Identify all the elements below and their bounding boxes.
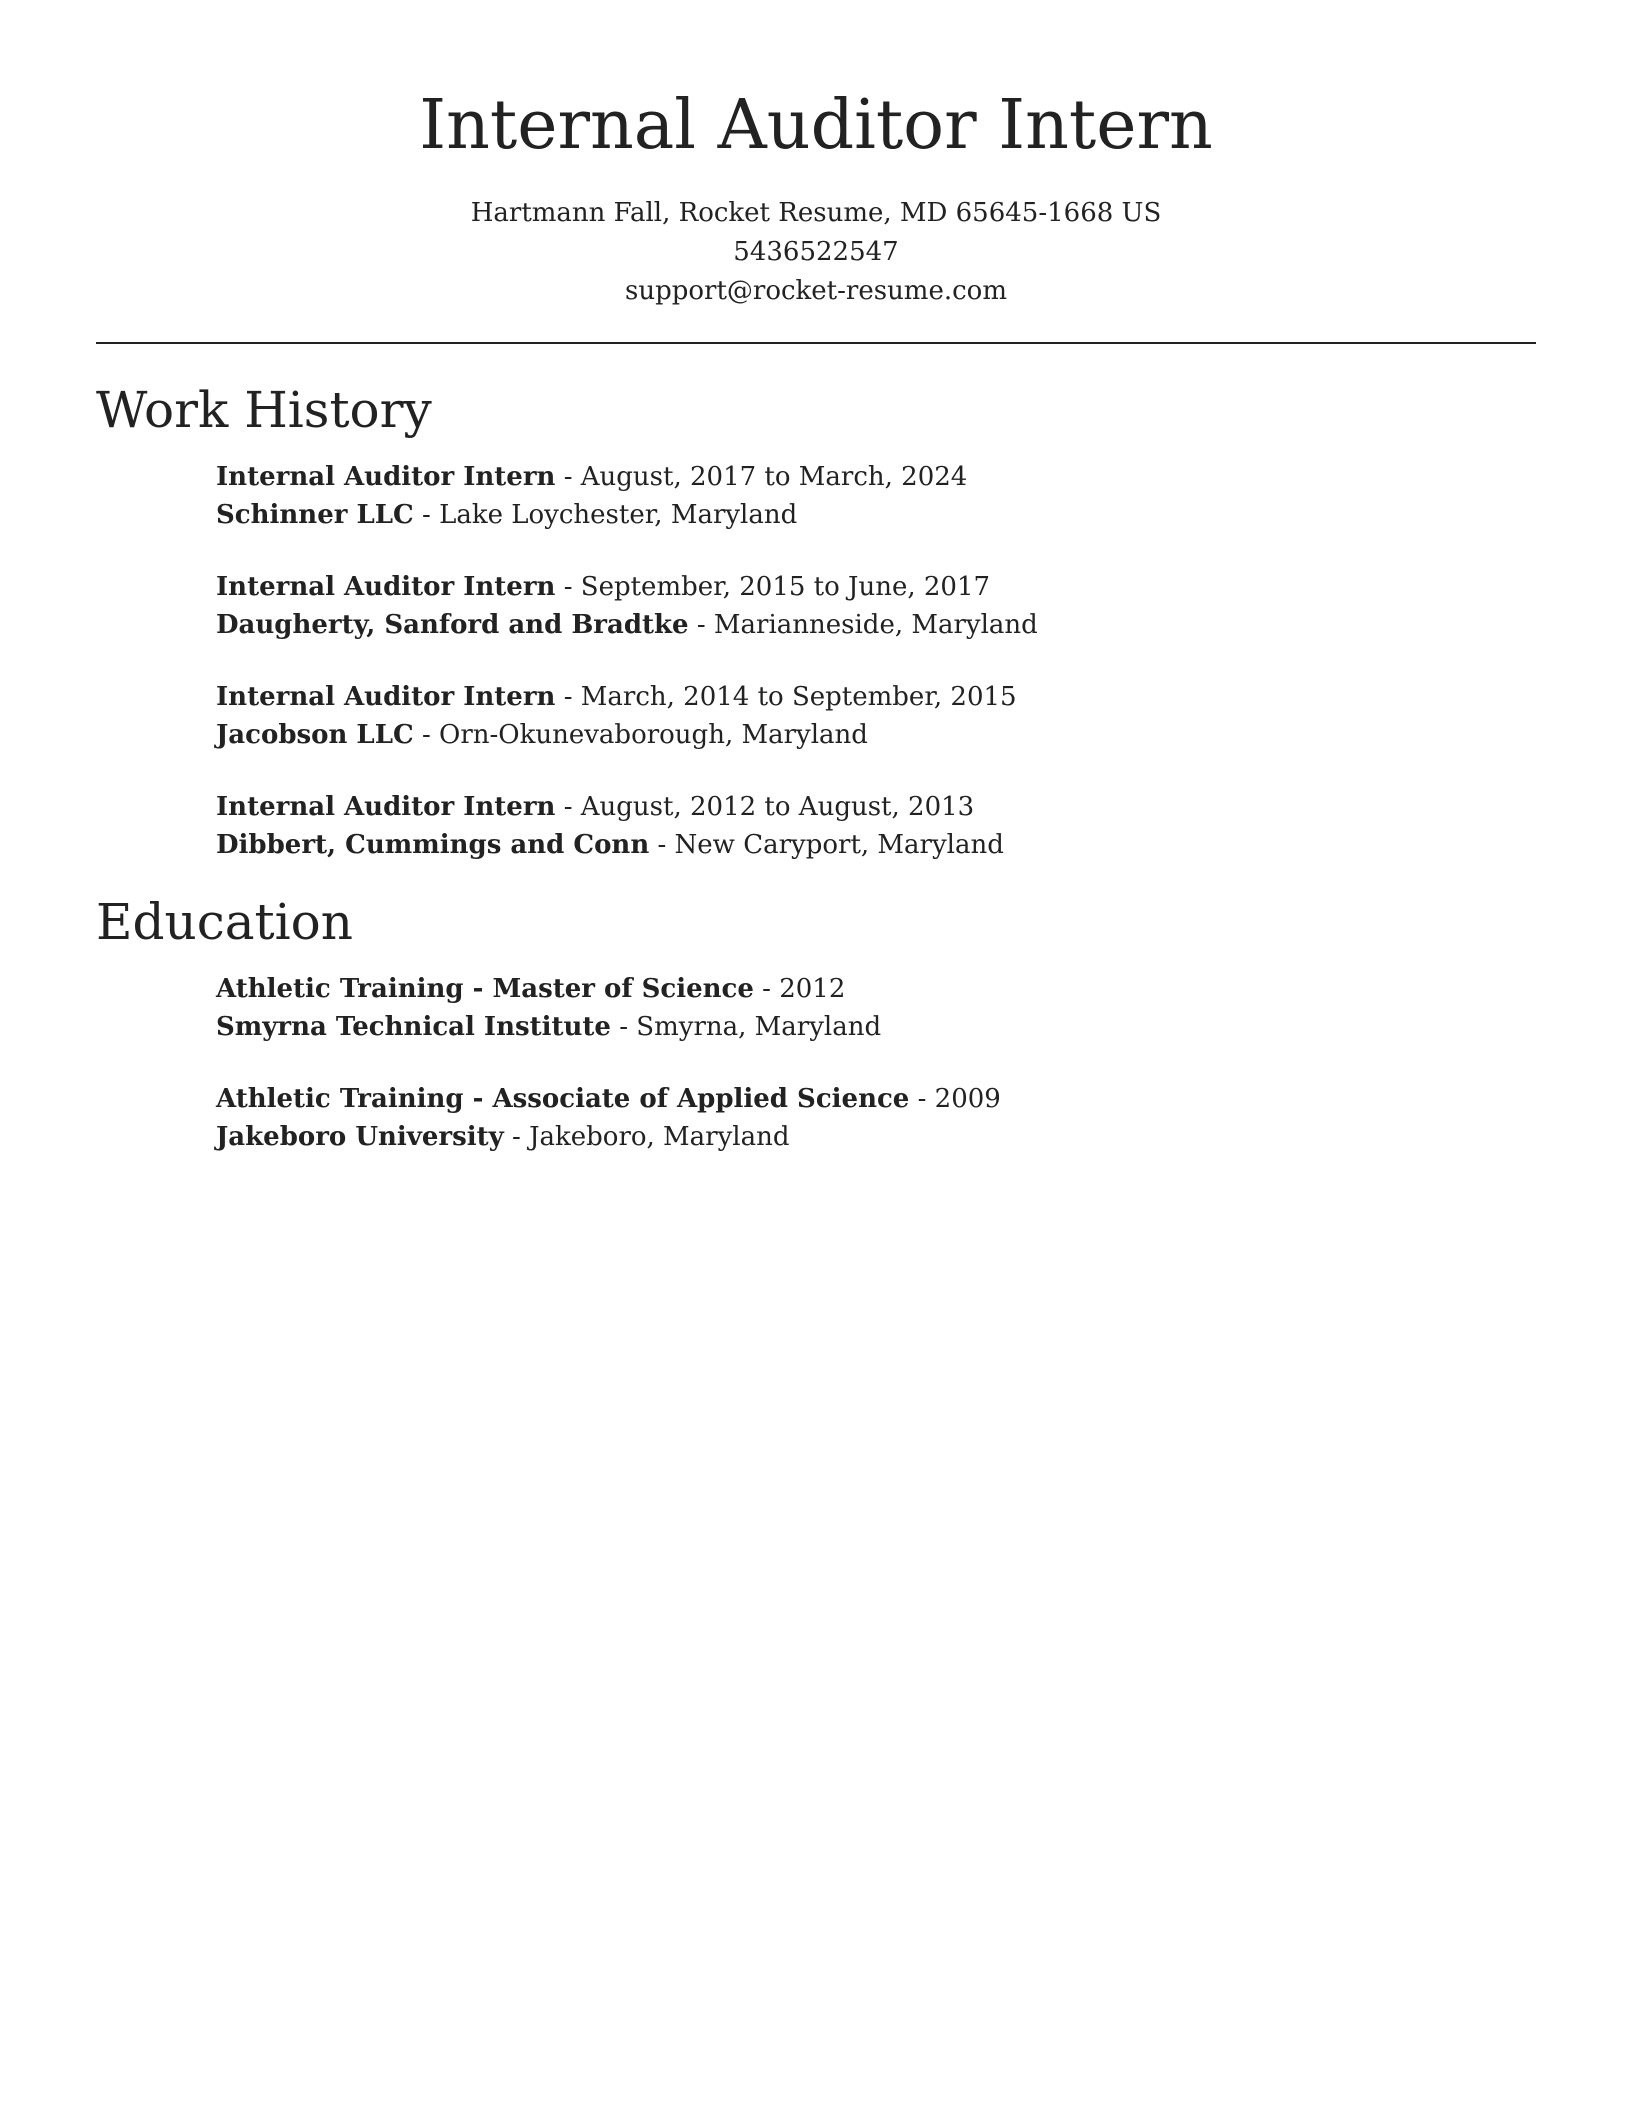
education-entry	[216, 970, 881, 1046]
job-position: Internal Auditor Intern	[216, 682, 556, 712]
job-entry	[216, 678, 1017, 754]
education-school: Smyrna Technical Institute	[216, 1012, 611, 1042]
job-company: Schinner LLC	[216, 500, 414, 530]
education-entry	[216, 1080, 1001, 1156]
education-heading: Education	[96, 893, 353, 951]
resume-header	[96, 80, 1536, 311]
job-entry	[216, 458, 967, 534]
header-divider	[96, 342, 1536, 344]
email-address: support@rocket-resume.com	[624, 276, 1007, 306]
education-year: - 2009	[909, 1084, 1001, 1114]
job-entry	[216, 568, 1038, 644]
job-company: Dibbert, Cummings and Conn	[216, 830, 650, 860]
education-degree: Athletic Training - Associate of Applied Science	[216, 1084, 910, 1114]
job-dates: - September, 2015 to June, 2017	[555, 572, 991, 602]
education-location: - Jakeboro, Maryland	[503, 1122, 790, 1152]
work-history-heading: Work History	[96, 381, 432, 439]
contact-block	[96, 194, 1536, 311]
job-dates: - August, 2017 to March, 2024	[555, 462, 968, 492]
candidate-name: Internal Auditor Intern	[419, 86, 1213, 165]
education-year: - 2012	[753, 974, 846, 1004]
job-company: Jacobson LLC	[216, 720, 414, 750]
job-location: - Orn-Okunevaborough, Maryland	[413, 720, 868, 750]
job-location: - Marianneside, Maryland	[688, 610, 1038, 640]
job-location: - New Caryport, Maryland	[649, 830, 1004, 860]
phone-number: 5436522547	[733, 237, 899, 267]
job-location: - Lake Loychester, Maryland	[413, 500, 798, 530]
education-location: - Smyrna, Maryland	[610, 1012, 882, 1042]
job-position: Internal Auditor Intern	[216, 792, 556, 822]
job-entry	[216, 788, 1004, 864]
education-school: Jakeboro University	[216, 1122, 504, 1152]
job-position: Internal Auditor Intern	[216, 572, 556, 602]
education-degree: Athletic Training - Master of Science	[216, 974, 754, 1004]
job-company: Daugherty, Sanford and Bradtke	[216, 610, 689, 640]
job-dates: - March, 2014 to September, 2015	[555, 682, 1017, 712]
job-dates: - August, 2012 to August, 2013	[555, 792, 975, 822]
job-position: Internal Auditor Intern	[216, 462, 556, 492]
address: Hartmann Fall, Rocket Resume, MD 65645-1668 US	[470, 198, 1162, 228]
